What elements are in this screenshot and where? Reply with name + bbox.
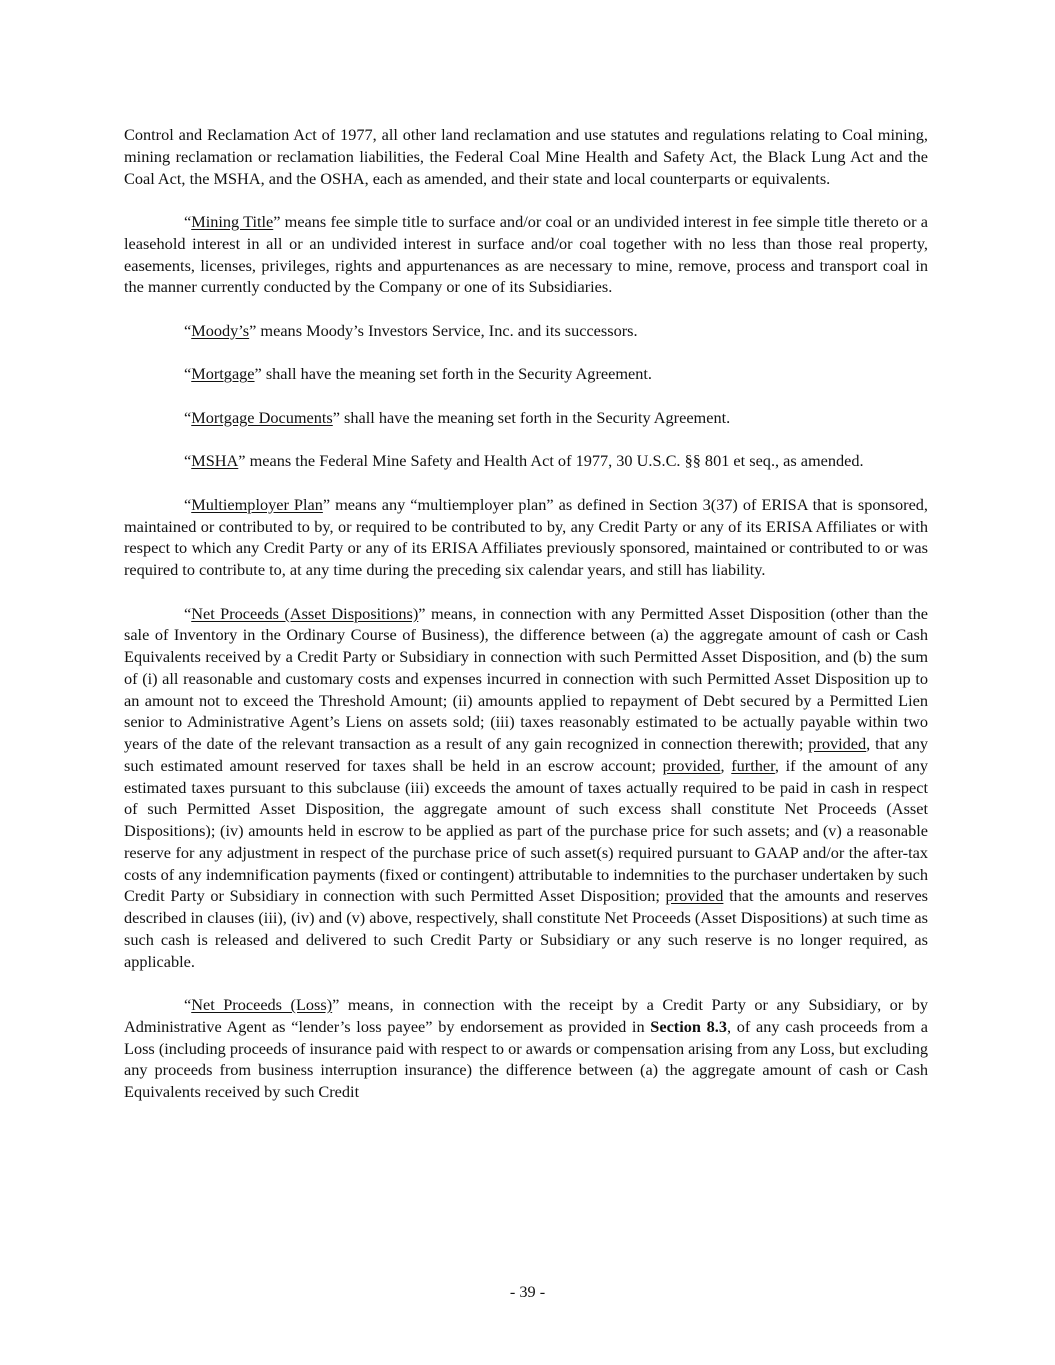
text-run: “ bbox=[184, 364, 192, 384]
text-run: that the amounts and reserves described in clauses (iii), (iv) and (v) above, respectively, shall constitute Net Proceeds (Asset Dispositions) at such time as such cash is released and delivered to such Credit Party or Subsidiary or any such reserve is no longer required, as applicable. bbox=[124, 886, 929, 971]
text-run: ” means fee simple title to surface and/or coal or an undivided interest in fee simple title thereto or a leasehold interest in all or an undivided interest in surface and/or coal together with no less than those real property, easements, licenses, privileges, rights and appurtenances as are necessary to mine, remove, process and transport coal in the manner currently conducted by the Company or one of its Subsidiaries. bbox=[124, 212, 928, 297]
defined-term: Mortgage Documents bbox=[191, 407, 333, 427]
text-run: ” means, in connection with any Permitted Asset Disposition (other than the sale of Inventory in the Ordinary Course of Business), the difference between (a) the aggregate amount of cash or Cash Equivalents received by a Credit Party or Subsidiary in connection with such Permitted Asset Disposition, and (b) the sum of (i) all reasonable and customary costs and expenses incurred in connection with such Permitted Asset Disposition up to an amount not to exceed the Threshold Amount; (ii) amounts applied to repayment of Debt secured by a Permitted Lien senior to Administrative Agent’s Liens on assets sold; (iii) taxes reasonably estimated to be actually payable within two years of the date of the relevant transaction as a result of any gain recognized in connection therewith; bbox=[124, 603, 928, 753]
paragraph bbox=[124, 407, 928, 429]
text-run: “ bbox=[184, 494, 192, 514]
text-run: , bbox=[720, 755, 732, 775]
paragraph bbox=[124, 124, 928, 189]
defined-term: Moody’s bbox=[191, 320, 250, 340]
paragraph bbox=[124, 603, 928, 973]
defined-term: Mining Title bbox=[191, 212, 274, 231]
text-run: Control and Reclamation Act of 1977, all other land reclamation and use statutes and regulations relating to Coal mining, mining reclamation or reclamation liabilities, the Federal Coal Mine Health and Safety Act, the Black Lung Act and the Coal Act, the MSHA, and the OSHA, each as amended, and their state and local counterparts or equivalents. bbox=[124, 125, 928, 188]
text-run: , that any such estimated amount reserved for taxes shall be held in an escrow account; bbox=[124, 734, 928, 775]
text-run: ” means any “multiemployer plan” as defined in Section 3(37) of ERISA that is sponsored, maintained or contributed to by, or required to be contributed to by, any Credit Party or any of its ERISA Affiliates or with respect to which any Credit Party or any of its ERISA Affiliates previously sponsored, maintained or contributed to or was required to contribute to, at any time during the preceding six calendar years, and still has liability. bbox=[124, 494, 929, 579]
defined-term: Multiemployer Plan bbox=[191, 494, 323, 514]
defined-term: provided bbox=[665, 886, 724, 906]
paragraph bbox=[124, 320, 928, 342]
defined-term: provided bbox=[808, 734, 867, 753]
text-run: “ bbox=[184, 995, 192, 1014]
text-run: “ bbox=[184, 603, 192, 623]
text-run: , if the amount of any estimated taxes pursuant to this subclause (iii) exceeds the amount of taxes actually required to be paid in cash in respect of such Permitted Asset Disposition, the aggregate amount of such excess shall constitute Net Proceeds (Asset Dispositions); (iv) amounts held in escrow to be applied as part of the purchase price for such assets; and (v) a reasonable reserve for any adjustment in respect of the purchase price of such asset(s) required pursuant to GAAP and/or the after-tax costs of any indemnification payments (fixed or contingent) attributable to indemnities to the purchaser undertaken by such Credit Party or Subsidiary in connection with such Permitted Asset Disposition; bbox=[124, 755, 929, 906]
text-run: “ bbox=[184, 407, 192, 427]
text-run: “ bbox=[184, 212, 192, 231]
text-run: “ bbox=[184, 451, 192, 471]
paragraph bbox=[124, 450, 928, 472]
section-reference: Section 8.3 bbox=[650, 1016, 727, 1036]
defined-term: Net Proceeds (Asset Dispositions) bbox=[191, 603, 419, 623]
text-run: “ bbox=[184, 320, 192, 340]
text-run: , of any cash proceeds from a Loss (including proceeds of insurance paid with respect to or awards or compensation arising from any Loss, but excluding any proceeds from business interruption insurance) the difference between (a) the aggregate amount of cash or Cash Equivalents received by such Credit bbox=[124, 1016, 929, 1101]
defined-term: further bbox=[731, 755, 775, 775]
page-number: - 39 - bbox=[509, 1282, 546, 1301]
paragraph bbox=[124, 994, 928, 1103]
defined-term: Net Proceeds (Loss) bbox=[191, 995, 333, 1014]
text-run: ” shall have the meaning set forth in the Security Agreement. bbox=[332, 407, 731, 427]
text-run: ” means, in connection with the receipt by a Credit Party or any Subsidiary, or by Administrative Agent as “lender’s loss payee” by endorsement as provided in bbox=[124, 995, 928, 1036]
defined-term: MSHA bbox=[191, 451, 239, 471]
paragraph bbox=[124, 211, 928, 298]
defined-term: Mortgage bbox=[191, 364, 255, 384]
document-body bbox=[124, 124, 928, 1125]
text-run: ” means the Federal Mine Safety and Health Act of 1977, 30 U.S.C. §§ 801 et seq., as amended. bbox=[238, 451, 864, 471]
paragraph bbox=[124, 494, 928, 581]
text-run: ” shall have the meaning set forth in the Security Agreement. bbox=[254, 364, 652, 384]
defined-term: provided bbox=[662, 755, 721, 775]
text-run: ” means Moody’s Investors Service, Inc. and its successors. bbox=[249, 320, 638, 340]
paragraph bbox=[124, 363, 928, 385]
